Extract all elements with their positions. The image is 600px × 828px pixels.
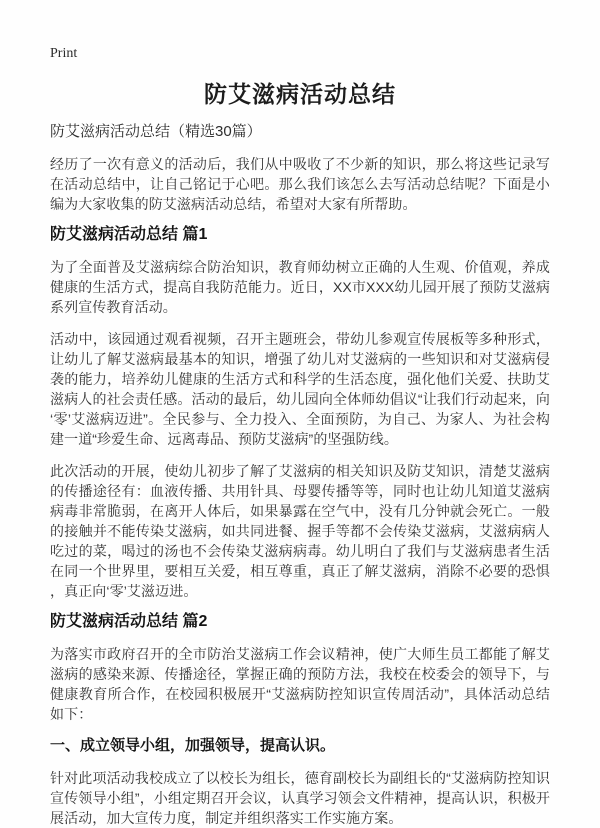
print-button[interactable]: Print [50, 46, 78, 61]
section1-paragraph-2: 活动中，该园通过观看视频，召开主题班会，带幼儿参观宣传展板等多种形式，让幼儿了解艾滋病最基本的知识，增强了幼儿对艾滋病的一些知识和对艾滋病侵袭的能力，培养幼儿健康的生活方式和科学的生活态度，强化他们关爱、扶助艾滋病人的社会责任感。活动的最后，幼儿园向全体师幼倡议“让我们行动起来，向‘零’艾滋病迈进”。全民参与、全力投入、全面预防，为自己、为家人、为社会构建一道“珍爱生命、远离毒品、预防艾滋病”的坚强防线。 [50, 331, 550, 447]
section1-heading: 防艾滋病活动总结 篇1 [50, 226, 208, 243]
section1-paragraph-1: 为了全面普及艾滋病综合防治知识，教育师幼树立正确的人生观、价值观，养成健康的生活方式，提高自我防范能力。近日，XX市XXX幼儿园开展了预防艾滋病系列宣传教育活动。 [50, 259, 550, 315]
document-title: 防艾滋病活动总结 [204, 81, 396, 107]
section2-heading: 防艾滋病活动总结 篇2 [50, 613, 208, 630]
document-subtitle: 防艾滋病活动总结（精选30篇） [50, 123, 262, 140]
section1-paragraph-3: 此次活动的开展，使幼儿初步了解了艾滋病的相关知识及防艾知识，清楚艾滋病的传播途径有：血液传播、共用针具、母婴传播等等，同时也让幼儿知道艾滋病病毒非常脆弱，在离开人体后，如果暴露在空气中，没有几分钟就会死亡。一般的接触并不能传染艾滋病，如共同进餐、握手等都不会传染艾滋病，艾滋病病人吃过的菜，喝过的汤也不会传染艾滋病病毒。幼儿明白了我们与艾滋病患者生活在同一个世界里，要相互关爱，相互尊重，真正了解艾滋病，消除不必要的恐惧，真正向‘零’艾滋迈进。 [50, 463, 550, 599]
section2-subheading-1: 一、成立领导小组，加强领导，提高认识。 [50, 737, 336, 754]
section2-paragraph-2: 针对此项活动我校成立了以校长为组长，德育副校长为副组长的“艾滋病防控知识宣传领导小组”，小组定期召开会议，认真学习领会文件精神，提高认识，积极开展活动，加大宣传力度，制定并组织落实工作实施方案。 [50, 770, 550, 826]
section2-paragraph-1: 为落实市政府召开的全市防治艾滋病工作会议精神，使广大师生员工都能了解艾滋病的感染来源、传播途径，掌握正确的预防方法，我校在校委会的领导下，与健康教育所合作，在校园积极展开“艾滋病防控知识宣传周活动”，具体活动总结如下： [50, 646, 550, 722]
intro-paragraph: 经历了一次有意义的活动后，我们从中吸收了不少新的知识，那么将这些记录写在活动总结中，让自己铭记于心吧。那么我们该怎么去写活动总结呢？下面是小编为大家收集的防艾滋病活动总结，希望对大家有所帮助。 [50, 156, 550, 212]
